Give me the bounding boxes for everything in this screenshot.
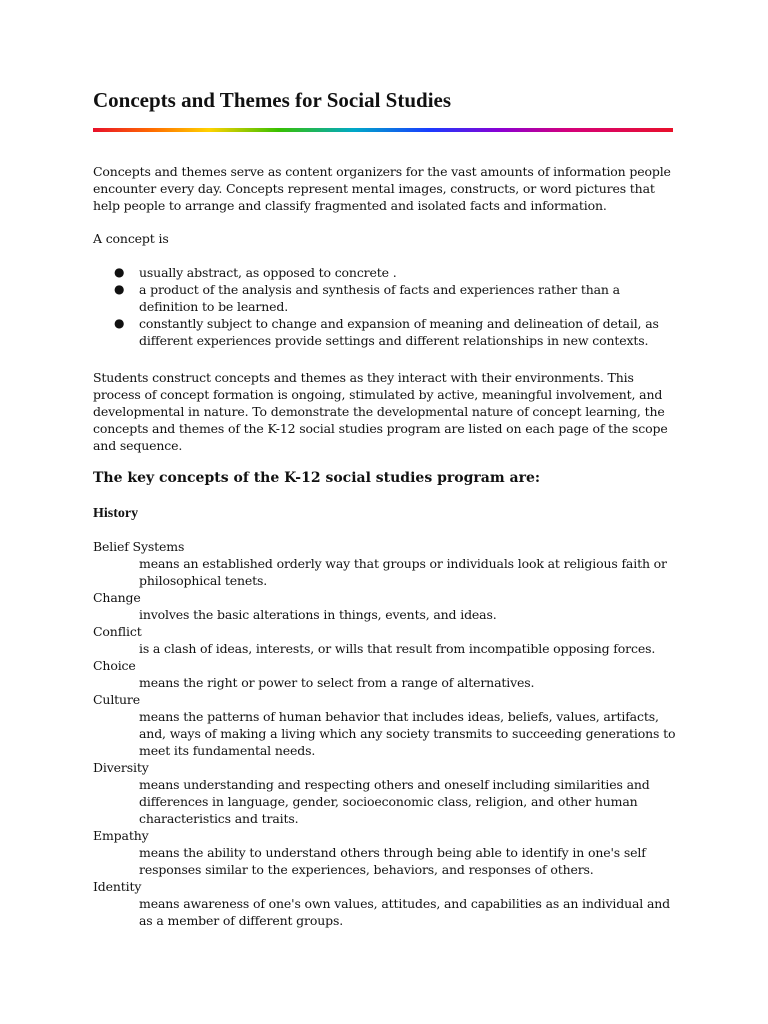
intro-paragraph: Concepts and themes serve as content organizers for the vast amounts of information people encounter every day. Concepts represent mental images, constructs, or word pictures that help people to arrange and classify fragmented and isolated facts and information. [93, 164, 671, 213]
term-choice: Choice [93, 658, 136, 673]
term-change: Change [93, 590, 141, 605]
definition-culture: means the patterns of human behavior that includes ideas, beliefs, values, artifacts, and, ways of making a living which any society transmits to succeeding generations to meet its fundamental needs. [139, 709, 676, 758]
page-title: Concepts and Themes for Social Studies [93, 88, 452, 112]
term-belief-systems: Belief Systems [93, 539, 185, 554]
definition-diversity: means understanding and respecting others and oneself including similarities and differences in language, gender, socioeconomic class, religion, and other human characteristics and traits. [139, 777, 650, 826]
concept-definition-list [93, 538, 683, 929]
term-conflict: Conflict [93, 624, 142, 639]
concept-bullet-list [93, 264, 678, 349]
term-identity: Identity [93, 879, 142, 894]
definition-conflict: is a clash of ideas, interests, or wills that result from incompatible opposing forces. [139, 641, 656, 656]
bullet-icon: ● [114, 316, 125, 330]
history-heading: History [93, 506, 139, 521]
term-diversity: Diversity [93, 760, 149, 775]
bullet-icon: ● [114, 265, 125, 279]
definition-empathy: means the ability to understand others through being able to identify in one's self responses similar to the experiences, behaviors, and responses of others. [139, 845, 646, 877]
list-item [93, 315, 678, 349]
term-culture: Culture [93, 692, 141, 707]
term-empathy: Empathy [93, 828, 149, 843]
definition-identity: means awareness of one's own values, attitudes, and capabilities as an individual and as a member of different groups. [139, 896, 671, 928]
bullet-icon: ● [114, 282, 125, 296]
bullet-text: usually abstract, as opposed to concrete . [139, 265, 397, 280]
definition-belief-systems: means an established orderly way that groups or individuals look at religious faith or philosophical tenets. [139, 556, 667, 588]
students-paragraph: Students construct concepts and themes as they interact with their environments. This process of concept formation is ongoing, stimulated by active, meaningful involvement, and developmental in nature. To demonstrate the developmental nature of concept learning, the concepts and themes of the K-12 social studies program are listed on each page of the scope and sequence. [93, 370, 668, 453]
bullet-text: constantly subject to change and expansion of meaning and delineation of detail, as different experiences provide settings and different relationships in new contexts. [139, 316, 659, 348]
concept-is-label: A concept is [93, 231, 169, 246]
key-concepts-heading: The key concepts of the K-12 social studies program are: [93, 470, 541, 486]
definition-change: involves the basic alterations in things, events, and ideas. [139, 607, 497, 622]
list-item [93, 264, 678, 281]
bullet-text: a product of the analysis and synthesis of facts and experiences rather than a definition to be learned. [139, 282, 620, 314]
definition-choice: means the right or power to select from a range of alternatives. [139, 675, 535, 690]
rainbow-divider [93, 128, 673, 132]
list-item [93, 281, 678, 315]
